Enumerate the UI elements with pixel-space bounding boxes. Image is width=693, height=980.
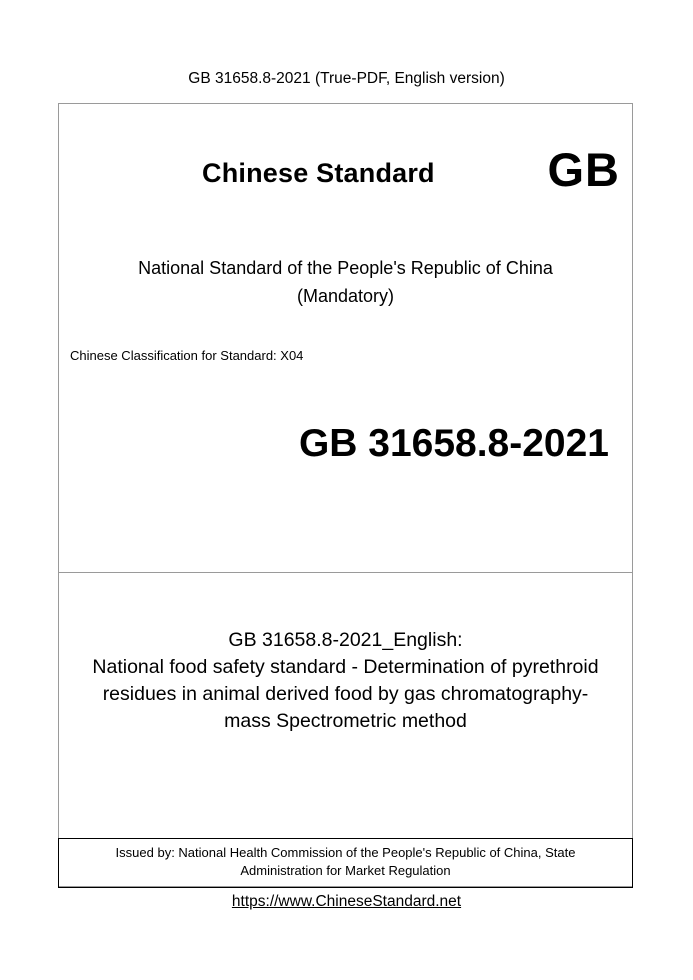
brand-title: Chinese Standard [202,158,435,188]
title-line-2: National food safety standard - Determination of pyrethroid [92,656,599,678]
issuer-line-1: Issued by: National Health Commission of the People's Republic of China, State [115,845,576,860]
cover-upper-section [59,104,632,573]
document-header-title: GB 31658.8-2021 (True-PDF, English version) [188,70,505,87]
national-standard-line: National Standard of the People's Republic of China [138,258,553,278]
title-line-4: mass Spectrometric method [224,710,467,732]
standard-number: GB 31658.8-2021 [298,422,609,465]
title-line-3: residues in animal derived food by gas chromatography- [102,683,589,705]
issuer-line-2: Administration for Market Regulation [240,863,451,878]
title-line-1: GB 31658.8-2021_English: [228,629,463,651]
cover-frame [58,103,633,887]
issuer-box [58,838,633,888]
website-link[interactable]: https://www.ChineseStandard.net [231,893,462,910]
gb-mark: GB [547,143,620,196]
standard-title-block [59,627,632,735]
mandatory-line: (Mandatory) [296,286,395,306]
classification-line: Chinese Classification for Standard: X04 [70,348,304,363]
